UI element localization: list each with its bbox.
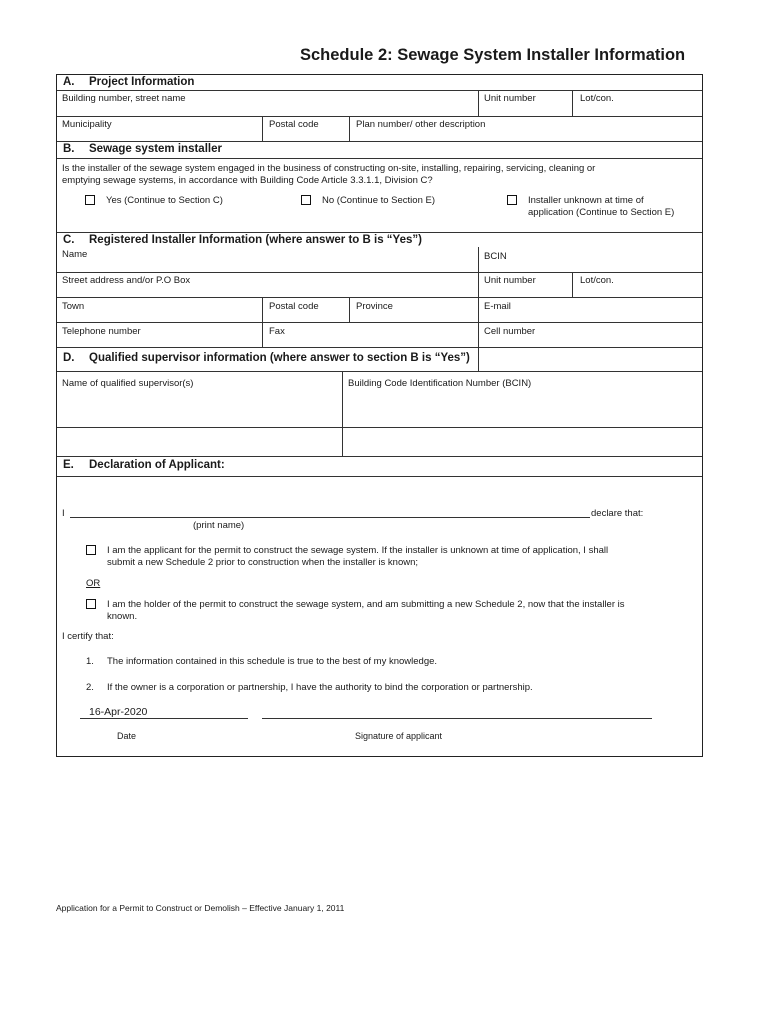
item2-number: 2. — [86, 682, 94, 693]
lot-con-field[interactable]: Lot/con. — [580, 93, 614, 104]
town-field[interactable]: Town — [62, 301, 85, 312]
section-a-header: A. Project Information — [63, 76, 195, 88]
postal-code-field[interactable]: Postal code — [269, 119, 319, 130]
signature-label: Signature of applicant — [355, 731, 443, 741]
applicant-checkbox[interactable] — [86, 545, 96, 555]
no-option-label: No (Continue to Section E) — [322, 195, 436, 206]
unknown-checkbox[interactable] — [507, 195, 517, 205]
province-field[interactable]: Province — [356, 301, 393, 312]
form-table — [56, 74, 703, 757]
section-b-header: B. Sewage system installer — [63, 143, 222, 155]
section-c-header: C. Registered Installer Information (where answer to B is “Yes”) — [63, 234, 422, 246]
no-checkbox[interactable] — [301, 195, 311, 205]
date-value[interactable]: 16-Apr-2020 — [89, 706, 148, 718]
holder-checkbox[interactable] — [86, 599, 96, 609]
installer-postal-code-field[interactable]: Postal code — [269, 301, 319, 312]
supervisor-name-field[interactable]: Name of qualified supervisor(s) — [62, 378, 194, 389]
item2-text: If the owner is a corporation or partnership, I have the authority to bind the corporation or partnership. — [107, 682, 533, 693]
building-street-field[interactable]: Building number, street name — [62, 93, 186, 104]
installer-unit-number-field[interactable]: Unit number — [484, 275, 536, 286]
signature-line[interactable] — [262, 718, 652, 719]
applicant-option-text: I am the applicant for the permit to construct the sewage system. If the installer is unknown at time of application, I shall submit a new Schedule 2 prior to construction when the installer is known; — [107, 545, 609, 568]
declare-that-label: declare that: — [591, 508, 644, 519]
or-label: OR — [86, 578, 101, 589]
section-b-question: Is the installer of the sewage system engaged in the business of constructing on-site, installing, repairing, servicing, cleaning or emptying sewage systems, in accordance with Building Code Article 3.3.1.1, Division C? — [62, 163, 596, 186]
print-name-label: (print name) — [193, 520, 245, 531]
municipality-field[interactable]: Municipality — [62, 119, 112, 130]
holder-option-text: I am the holder of the permit to construct the sewage system, and am submitting a new Schedule 2, now that the installer is known. — [107, 599, 625, 622]
date-line — [80, 718, 248, 719]
installer-lot-con-field[interactable]: Lot/con. — [580, 275, 614, 286]
fax-field[interactable]: Fax — [269, 326, 285, 337]
footer-text: Application for a Permit to Construct or Demolish – Effective January 1, 2011 — [56, 903, 345, 913]
item1-text: The information contained in this schedule is true to the best of my knowledge. — [107, 656, 438, 667]
street-address-field[interactable]: Street address and/or P.O Box — [62, 275, 191, 286]
installer-name-field[interactable]: Name — [62, 249, 88, 260]
declaration-i: I — [62, 508, 65, 519]
unknown-option-label: Installer unknown at time of application (Continue to Section E) — [528, 195, 675, 218]
page-title: Schedule 2: Sewage System Installer Information — [300, 46, 686, 64]
yes-option-label: Yes (Continue to Section C) — [106, 195, 223, 206]
plan-number-field[interactable]: Plan number/ other description — [356, 119, 486, 130]
yes-checkbox[interactable] — [85, 195, 95, 205]
certify-label: I certify that: — [62, 631, 114, 642]
email-field[interactable]: E-mail — [484, 301, 511, 312]
supervisor-bcin-field[interactable]: Building Code Identification Number (BCIN) — [348, 378, 532, 389]
bcin-field[interactable]: BCIN — [484, 251, 507, 262]
section-e-header: E. Declaration of Applicant: — [63, 459, 225, 471]
item1-number: 1. — [86, 656, 94, 667]
cell-number-field[interactable]: Cell number — [484, 326, 536, 337]
section-d-header: D. Qualified supervisor information (where answer to section B is “Yes”) — [63, 352, 470, 364]
date-label: Date — [117, 731, 137, 741]
unit-number-field[interactable]: Unit number — [484, 93, 536, 104]
telephone-field[interactable]: Telephone number — [62, 326, 141, 337]
print-name-line[interactable] — [70, 517, 590, 518]
